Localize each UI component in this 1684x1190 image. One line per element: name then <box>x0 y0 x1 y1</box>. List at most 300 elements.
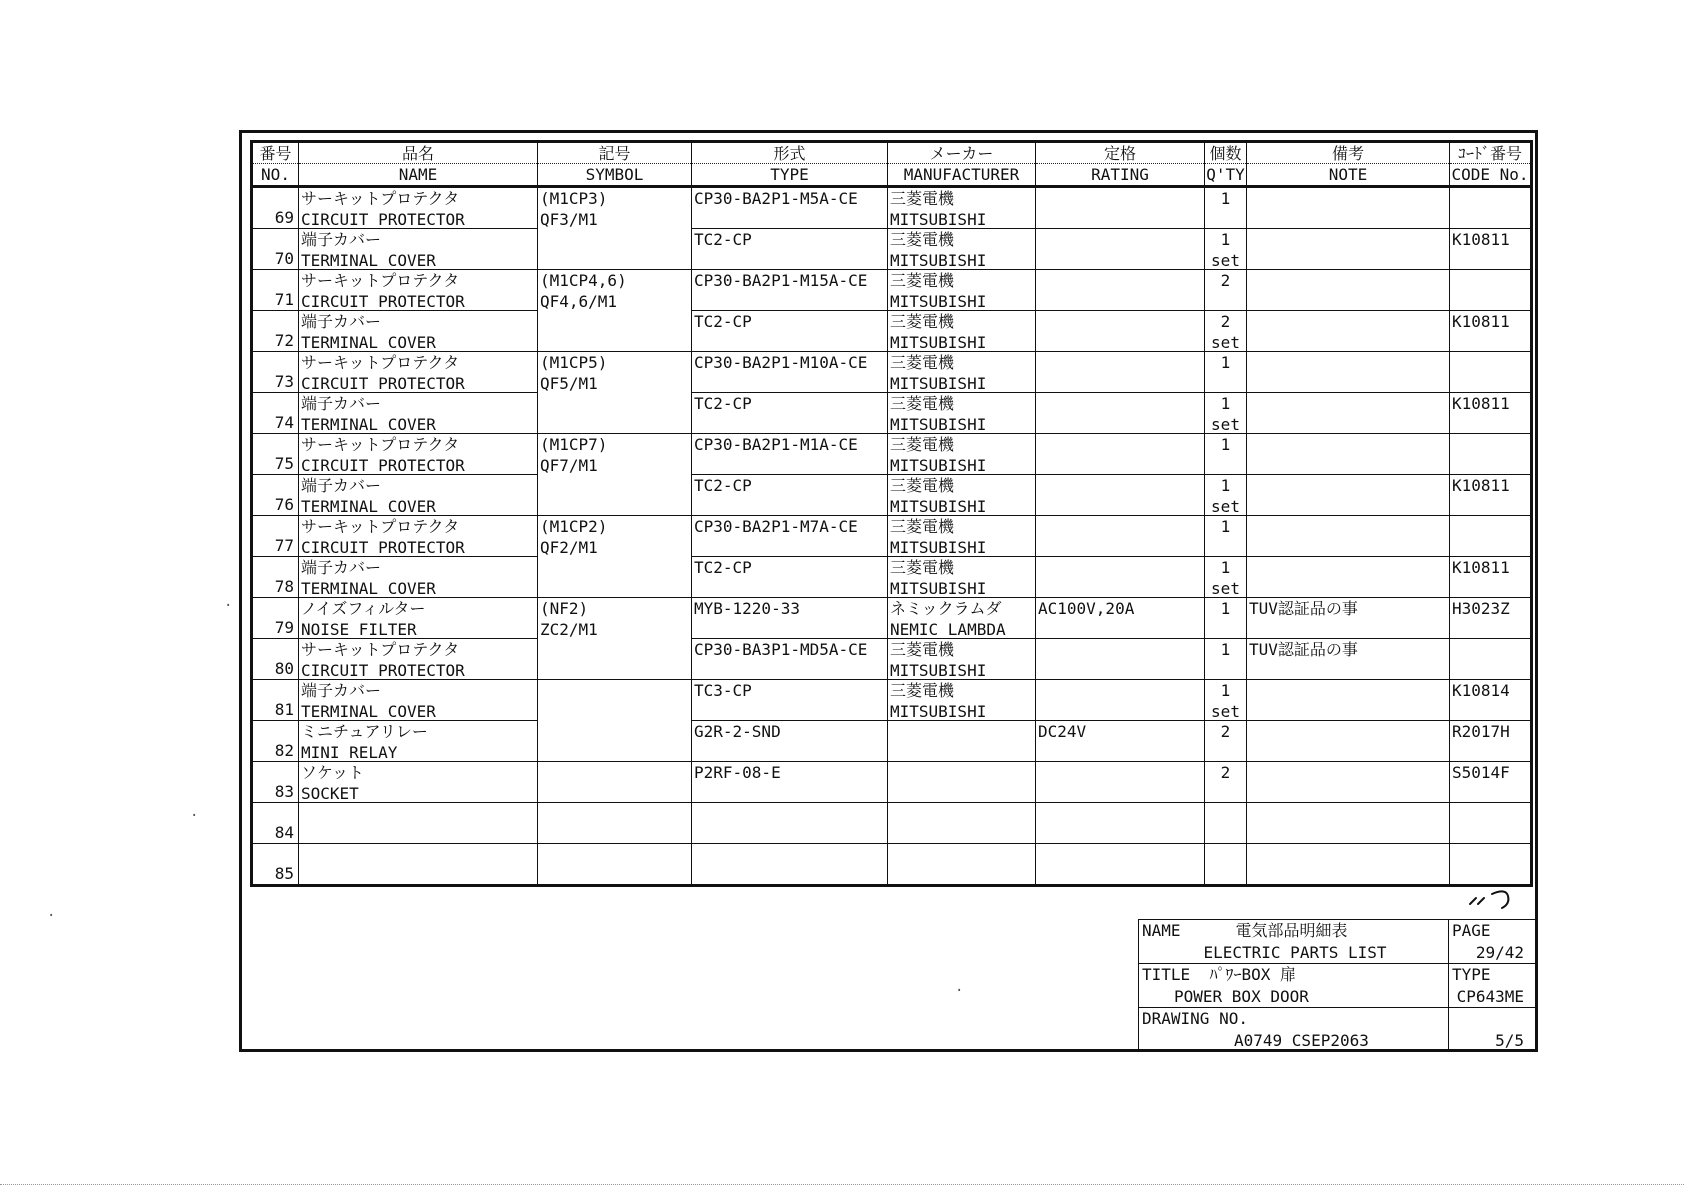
column-header-en: CODE No. <box>1451 165 1529 184</box>
symbol-line-1: (M1CP4,6) <box>540 271 627 290</box>
code-cell <box>1450 803 1532 844</box>
manufacturer-jp <box>890 762 1035 783</box>
part-name-cell <box>299 680 538 721</box>
qty-value: 1 <box>1220 476 1231 495</box>
code-cell <box>1450 844 1532 886</box>
type-value: TC2-CP <box>694 394 752 413</box>
code-value <box>1452 434 1530 455</box>
type-cell <box>692 762 888 803</box>
note-value <box>1249 680 1449 701</box>
manufacturer-en: MITSUBISHI <box>890 292 987 311</box>
part-name-en: TERMINAL COVER <box>301 497 436 516</box>
symbol-line-2 <box>540 783 691 802</box>
qty-value: 1 <box>1220 394 1231 413</box>
rating-cell <box>1036 311 1205 352</box>
rating-cell <box>1036 229 1205 270</box>
code-value: S5014F <box>1452 763 1510 782</box>
manufacturer-jp <box>890 844 1035 865</box>
symbol-line-2 <box>540 865 691 884</box>
part-name-cell <box>299 598 538 639</box>
rating-cell <box>1036 187 1205 229</box>
qty-cell <box>1205 434 1247 475</box>
manufacturer-jp: ネミックラムダ <box>890 599 1002 618</box>
part-name-jp <box>301 803 537 824</box>
type-value: G2R-2-SND <box>694 722 781 741</box>
part-number: 80 <box>252 639 299 680</box>
table-row <box>252 844 1532 886</box>
symbol-cell <box>538 680 692 762</box>
note-value <box>1249 844 1449 865</box>
manufacturer-en: MITSUBISHI <box>890 251 987 270</box>
manufacturer-cell <box>888 516 1036 557</box>
column-header-en: NOTE <box>1328 165 1368 184</box>
page-cell <box>1448 919 1538 963</box>
symbol-cell <box>538 516 692 598</box>
symbol-line-2 <box>540 824 691 843</box>
note-value <box>1249 721 1449 742</box>
column-header <box>538 142 692 187</box>
part-name-cell <box>299 803 538 844</box>
qty-cell <box>1205 721 1247 762</box>
qty-value: 2 <box>1220 722 1231 741</box>
part-name-cell <box>299 762 538 803</box>
rating-value <box>1038 639 1204 660</box>
qty-unit <box>1205 537 1246 556</box>
qty-cell <box>1205 844 1247 886</box>
manufacturer-cell <box>888 352 1036 393</box>
note-value <box>1249 311 1449 332</box>
part-name-jp: ノイズフィルター <box>301 599 426 618</box>
rating-value <box>1038 475 1204 496</box>
column-header-en: TYPE <box>770 165 809 184</box>
qty-value: 2 <box>1220 312 1231 331</box>
manufacturer-en <box>890 824 1035 843</box>
note-value: TUV認証品の事 <box>1249 640 1358 659</box>
note-cell <box>1247 721 1450 762</box>
code-cell <box>1450 311 1532 352</box>
part-name-cell <box>299 639 538 680</box>
code-cell <box>1450 516 1532 557</box>
type-value: TC2-CP <box>694 312 752 331</box>
rating-cell <box>1036 393 1205 434</box>
qty-value: 2 <box>1220 271 1231 290</box>
qty-cell <box>1205 475 1247 516</box>
code-cell <box>1450 434 1532 475</box>
note-value <box>1249 270 1449 291</box>
qty-cell <box>1205 516 1247 557</box>
code-cell <box>1450 557 1532 598</box>
qty-value: 1 <box>1220 558 1231 577</box>
rating-cell <box>1036 598 1205 639</box>
manufacturer-en: MITSUBISHI <box>890 579 987 598</box>
manufacturer-cell <box>888 803 1036 844</box>
manufacturer-en <box>890 783 1035 802</box>
manufacturer-jp: 三菱電機 <box>890 312 955 331</box>
rating-cell <box>1036 803 1205 844</box>
column-header-en: Q'TY <box>1206 165 1245 184</box>
rating-value <box>1038 762 1204 783</box>
note-cell <box>1247 516 1450 557</box>
note-value <box>1249 229 1449 250</box>
rating-cell <box>1036 475 1205 516</box>
column-header-en: NAME <box>398 165 438 184</box>
type-value: CP643ME <box>1456 987 1524 1006</box>
part-number: 77 <box>252 516 299 557</box>
note-cell <box>1247 229 1450 270</box>
part-name-jp: サーキットプロテクタ <box>301 353 460 372</box>
title-cell <box>1138 963 1448 1007</box>
manufacturer-en: MITSUBISHI <box>890 538 987 557</box>
qty-unit: set <box>1211 702 1240 721</box>
note-cell <box>1247 680 1450 721</box>
rating-cell <box>1036 352 1205 393</box>
manufacturer-cell <box>888 844 1036 886</box>
symbol-line-2: QF5/M1 <box>540 374 598 393</box>
rating-cell <box>1036 721 1205 762</box>
sheet-value: 5/5 <box>1495 1031 1524 1050</box>
qty-unit: set <box>1211 497 1240 516</box>
table-row <box>252 311 1532 352</box>
part-name-jp: 端子カバー <box>301 394 382 413</box>
column-header <box>252 142 299 187</box>
rating-value: DC24V <box>1038 722 1087 741</box>
part-number: 79 <box>252 598 299 639</box>
symbol-line-2 <box>540 701 691 720</box>
symbol-cell <box>538 187 692 270</box>
type-value: CP30-BA3P1-MD5A-CE <box>694 640 868 659</box>
table-row <box>252 557 1532 598</box>
qty-value: 1 <box>1220 681 1231 700</box>
column-header <box>1205 142 1247 187</box>
qty-unit: set <box>1211 333 1240 352</box>
manufacturer-jp: 三菱電機 <box>890 640 955 659</box>
column-header <box>1247 142 1450 187</box>
note-cell <box>1247 844 1450 886</box>
column-header-jp: 形式 <box>692 143 887 164</box>
symbol-line-1: (M1CP2) <box>540 517 608 536</box>
table-row <box>252 721 1532 762</box>
part-number: 69 <box>252 187 299 229</box>
column-header-jp: 記号 <box>538 143 691 164</box>
manufacturer-en: MITSUBISHI <box>890 661 987 680</box>
part-number: 73 <box>252 352 299 393</box>
symbol-line-2: QF2/M1 <box>540 538 598 557</box>
rating-value <box>1038 557 1204 578</box>
part-name-jp: 端子カバー <box>301 681 382 700</box>
rating-value <box>1038 352 1204 373</box>
table-row <box>252 229 1532 270</box>
part-number: 81 <box>252 680 299 721</box>
rating-cell <box>1036 557 1205 598</box>
manufacturer-cell <box>888 270 1036 311</box>
note-cell <box>1247 475 1450 516</box>
note-value: TUV認証品の事 <box>1249 599 1358 618</box>
column-header-jp: 個数 <box>1205 143 1246 164</box>
code-value: H3023Z <box>1452 599 1510 618</box>
part-name-cell <box>299 187 538 229</box>
table-row <box>252 434 1532 475</box>
part-number: 85 <box>252 844 299 886</box>
symbol-line-2: ZC2/M1 <box>540 620 598 639</box>
drawing-no: A0749 CSEP2063 <box>1234 1031 1369 1050</box>
note-cell <box>1247 311 1450 352</box>
column-header-en: MANUFACTURER <box>903 165 1020 184</box>
type-cell <box>692 352 888 393</box>
title-block <box>1138 919 1538 1052</box>
scan-speck: · <box>47 908 56 924</box>
type-value <box>694 803 887 824</box>
rating-cell <box>1036 762 1205 803</box>
manufacturer-en: MITSUBISHI <box>890 415 987 434</box>
symbol-line-2: QF3/M1 <box>540 210 598 229</box>
part-name-cell <box>299 721 538 762</box>
code-value <box>1452 639 1530 660</box>
type-label: TYPE <box>1452 965 1491 984</box>
symbol-line-1: (NF2) <box>540 599 589 618</box>
rating-value <box>1038 680 1204 701</box>
part-name-cell <box>299 229 538 270</box>
header-row <box>252 142 1532 187</box>
table-row <box>252 803 1532 844</box>
type-cell <box>692 229 888 270</box>
symbol-cell <box>538 598 692 680</box>
note-value <box>1249 557 1449 578</box>
part-name-cell <box>299 393 538 434</box>
code-value <box>1452 844 1530 865</box>
symbol-cell <box>538 762 692 803</box>
part-name-jp: ミニチュアリレー <box>301 722 428 741</box>
part-name-en <box>301 865 537 884</box>
title-en: POWER BOX DOOR <box>1174 987 1309 1006</box>
rating-value <box>1038 844 1204 865</box>
symbol-cell <box>538 434 692 516</box>
drawing-cell <box>1138 1007 1448 1052</box>
code-value: R2017H <box>1452 722 1510 741</box>
manufacturer-jp: 三菱電機 <box>890 681 955 700</box>
part-name-cell <box>299 352 538 393</box>
column-header-en: SYMBOL <box>585 165 644 184</box>
type-value: P2RF-08-E <box>694 763 781 782</box>
manufacturer-cell <box>888 187 1036 229</box>
note-value <box>1249 352 1449 373</box>
code-cell <box>1450 352 1532 393</box>
column-header <box>299 142 538 187</box>
drawing-label: DRAWING NO. <box>1142 1009 1248 1028</box>
qty-unit <box>1205 455 1246 474</box>
part-name-jp: ソケット <box>301 763 365 782</box>
type-value: CP30-BA2P1-M15A-CE <box>694 271 868 290</box>
table-row <box>252 475 1532 516</box>
part-name-jp <box>301 844 537 865</box>
part-number: 72 <box>252 311 299 352</box>
part-number: 74 <box>252 393 299 434</box>
code-cell <box>1450 187 1532 229</box>
page-label: PAGE <box>1452 921 1491 940</box>
part-name-cell <box>299 270 538 311</box>
handwritten-mark <box>1466 882 1526 912</box>
qty-cell <box>1205 270 1247 311</box>
table-row <box>252 270 1532 311</box>
manufacturer-cell <box>888 229 1036 270</box>
code-value <box>1452 803 1530 824</box>
note-value <box>1249 393 1449 414</box>
type-value: MYB-1220-33 <box>694 599 800 618</box>
note-cell <box>1247 598 1450 639</box>
part-name-en: TERMINAL COVER <box>301 415 436 434</box>
rating-value <box>1038 803 1204 824</box>
part-name-en: CIRCUIT PROTECTOR <box>301 456 465 475</box>
part-name-en: TERMINAL COVER <box>301 333 436 352</box>
rating-value <box>1038 311 1204 332</box>
manufacturer-cell <box>888 721 1036 762</box>
rating-value <box>1038 270 1204 291</box>
column-header-jp: 番号 <box>253 143 298 164</box>
manufacturer-cell <box>888 557 1036 598</box>
note-cell <box>1247 187 1450 229</box>
column-header-jp: メーカー <box>888 143 1035 164</box>
part-name-en <box>301 824 537 843</box>
qty-unit <box>1205 291 1246 310</box>
rating-cell <box>1036 434 1205 475</box>
qty-unit <box>1205 865 1246 884</box>
part-number: 84 <box>252 803 299 844</box>
type-cell <box>692 639 888 680</box>
column-header-jp: 品名 <box>299 143 537 164</box>
manufacturer-en <box>890 742 1035 761</box>
manufacturer-jp: 三菱電機 <box>890 558 955 577</box>
part-name-jp: 端子カバー <box>301 558 382 577</box>
column-header-en: NO. <box>261 165 290 184</box>
qty-value <box>1205 803 1246 824</box>
note-value <box>1249 803 1449 824</box>
note-cell <box>1247 270 1450 311</box>
rating-value: AC100V,20A <box>1038 599 1135 618</box>
manufacturer-en: MITSUBISHI <box>890 333 987 352</box>
qty-unit <box>1205 824 1246 843</box>
part-name-en: TERMINAL COVER <box>301 702 436 721</box>
qty-unit <box>1205 783 1246 802</box>
part-name-jp: サーキットプロテクタ <box>301 640 460 659</box>
manufacturer-en: MITSUBISHI <box>890 456 987 475</box>
manufacturer-en: MITSUBISHI <box>890 210 987 229</box>
table-row <box>252 598 1532 639</box>
title-jp: ﾊﾟﾜｰBOX 扉 <box>1209 965 1296 984</box>
column-header <box>1450 142 1532 187</box>
type-value: CP30-BA2P1-M10A-CE <box>694 353 868 372</box>
part-name-cell <box>299 557 538 598</box>
type-cell <box>692 721 888 762</box>
rating-value <box>1038 393 1204 414</box>
qty-value: 1 <box>1220 230 1231 249</box>
manufacturer-en <box>890 865 1035 884</box>
page-value: 29/42 <box>1475 943 1524 962</box>
symbol-line-1 <box>540 680 691 701</box>
symbol-cell <box>538 803 692 844</box>
code-value: K10811 <box>1452 558 1510 577</box>
type-cell <box>692 516 888 557</box>
manufacturer-cell <box>888 475 1036 516</box>
part-number: 70 <box>252 229 299 270</box>
code-value <box>1452 270 1530 291</box>
part-name-en: TERMINAL COVER <box>301 579 436 598</box>
rating-value <box>1038 229 1204 250</box>
rating-value <box>1038 188 1204 209</box>
manufacturer-jp: 三菱電機 <box>890 353 955 372</box>
code-value: K10811 <box>1452 230 1510 249</box>
scan-speck: · <box>190 808 199 824</box>
qty-value: 1 <box>1220 435 1231 454</box>
qty-value: 2 <box>1220 763 1231 782</box>
qty-value: 1 <box>1220 189 1231 208</box>
manufacturer-jp: 三菱電機 <box>890 476 955 495</box>
manufacturer-cell <box>888 434 1036 475</box>
qty-unit: set <box>1211 579 1240 598</box>
type-cell <box>692 598 888 639</box>
note-value <box>1249 188 1449 209</box>
qty-cell <box>1205 352 1247 393</box>
code-value: K10811 <box>1452 394 1510 413</box>
note-cell <box>1247 639 1450 680</box>
manufacturer-en: MITSUBISHI <box>890 497 987 516</box>
code-cell <box>1450 639 1532 680</box>
code-cell <box>1450 229 1532 270</box>
qty-value: 1 <box>1220 353 1231 372</box>
qty-unit <box>1205 209 1246 228</box>
type-value: TC3-CP <box>694 681 752 700</box>
code-cell <box>1450 270 1532 311</box>
qty-unit: set <box>1211 415 1240 434</box>
sheet-cell <box>1448 1007 1538 1052</box>
part-number: 75 <box>252 434 299 475</box>
scan-speck: · <box>955 983 964 999</box>
type-value: CP30-BA2P1-M5A-CE <box>694 189 858 208</box>
part-name-en: SOCKET <box>301 784 359 803</box>
qty-unit: set <box>1211 251 1240 270</box>
rating-value <box>1038 434 1204 455</box>
code-cell <box>1450 762 1532 803</box>
manufacturer-jp: 三菱電機 <box>890 517 955 536</box>
part-name-cell <box>299 475 538 516</box>
scan-speck: · <box>224 598 233 614</box>
note-value <box>1249 516 1449 537</box>
table-row <box>252 639 1532 680</box>
part-name-jp: 端子カバー <box>301 312 382 331</box>
parts-rows <box>252 187 1532 886</box>
name-jp: 電気部品明細表 <box>1235 921 1348 940</box>
manufacturer-en: NEMIC LAMBDA <box>890 620 1006 639</box>
type-cell <box>692 680 888 721</box>
qty-unit <box>1205 619 1246 638</box>
part-number: 82 <box>252 721 299 762</box>
column-header <box>692 142 888 187</box>
symbol-cell <box>538 352 692 434</box>
code-cell <box>1450 721 1532 762</box>
part-name-en: NOISE FILTER <box>301 620 417 639</box>
qty-value: 1 <box>1220 640 1231 659</box>
type-value: TC2-CP <box>694 476 752 495</box>
table-row <box>252 762 1532 803</box>
rating-cell <box>1036 516 1205 557</box>
note-cell <box>1247 762 1450 803</box>
qty-unit <box>1205 660 1246 679</box>
column-header-jp: 備考 <box>1247 143 1449 164</box>
name-en: ELECTRIC PARTS LIST <box>1203 943 1387 962</box>
part-name-jp: 端子カバー <box>301 230 382 249</box>
rating-cell <box>1036 680 1205 721</box>
code-cell <box>1450 598 1532 639</box>
note-value <box>1249 762 1449 783</box>
column-header <box>1036 142 1205 187</box>
